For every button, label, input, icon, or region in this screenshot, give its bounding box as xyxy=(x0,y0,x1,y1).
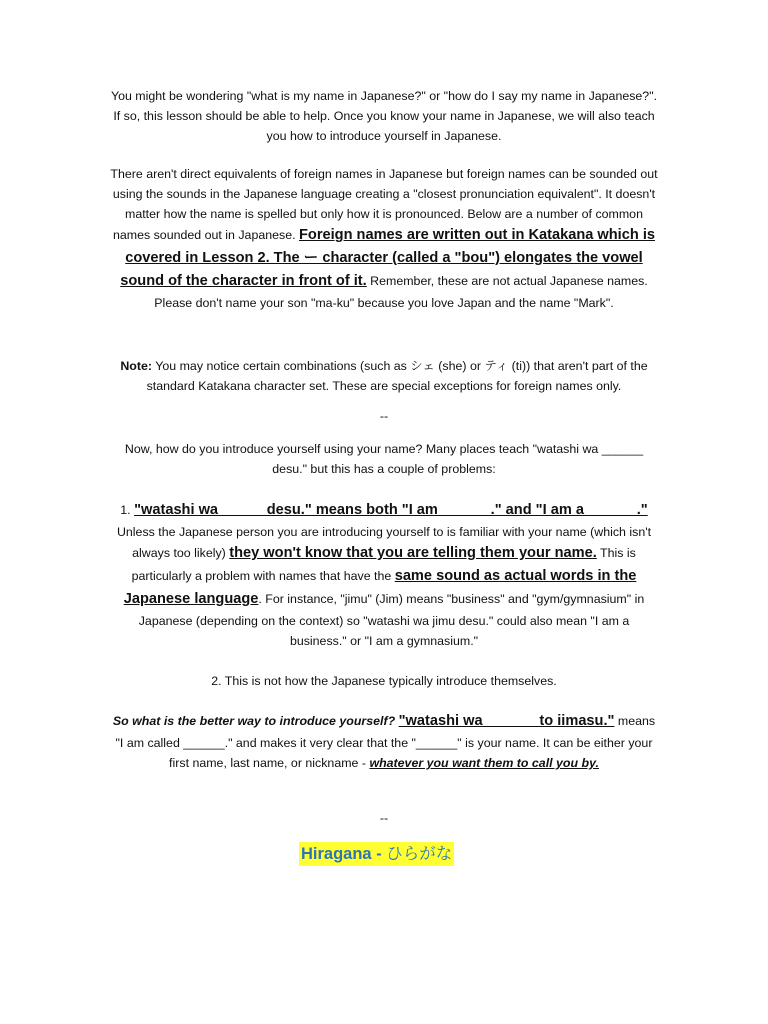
better-way-phrase: "watashi wa ______ to iimasu." xyxy=(398,713,615,729)
point-1-headline: "watashi wa _____ desu." means both "I am ______." and "I am a ______." xyxy=(134,502,648,518)
point-1-text-1: Unless the Japanese person you are introducing yourself to is familiar with your name (which isn't always too likely) xyxy=(116,525,652,560)
names-paragraph-text: There aren't direct equivalents of foreign names in Japanese but foreign names can be sounded out using the sounds in the Japanese language creating a "closest pronunciation equivalent". It doesn't matter how the name is spelled but only how it is pronounced. Below are a number of common names sounded out in Japanese. xyxy=(110,167,658,242)
katakana-emphasis: Foreign names are written out in Katakana which is covered in Lesson 2. The ー character (called a "bou") elongates the vowel sound of the character in front of it. xyxy=(120,227,655,289)
names-paragraph xyxy=(110,164,658,313)
point-1-emphasis-2: same sound as actual words in the Japanese language xyxy=(123,568,637,607)
better-way-emphasis: whatever you want them to call you by. xyxy=(369,756,599,770)
better-way-question: So what is the better way to introduce yourself? xyxy=(112,714,396,728)
point-2-paragraph: 2. This is not how the Japanese typically introduce themselves. xyxy=(211,674,557,688)
hiragana-heading-kana: ひらがな xyxy=(386,845,453,863)
intro-problem-paragraph: Now, how do you introduce yourself using your name? Many places teach "watashi wa ______ desu." but this has a couple of problems: xyxy=(124,442,644,476)
note-paragraph xyxy=(110,356,658,396)
point-1-text-3: . For instance, "jimu" (Jim) means "business" and "gym/gymnasium" in Japanese (depending on the context) so "watashi wa jimu desu." could also mean "I am a business." or "I am a gymnasium." xyxy=(138,592,645,648)
better-way-paragraph xyxy=(110,710,658,773)
hiragana-heading-label: Hiragana - xyxy=(301,845,387,863)
hiragana-heading xyxy=(299,842,454,866)
point-1-text-2: This is particularly a problem with names that have the xyxy=(131,546,636,583)
note-label: Note: xyxy=(120,359,153,373)
names-paragraph-tail: Remember, these are not actual Japanese names. Please don't name your son "ma-ku" because you love Japan and the name "Mark". xyxy=(154,274,648,310)
note-text: You may notice certain combinations (such as シェ (she) or ティ (ti)) that aren't part of the standard Katakana character set. These are special exceptions for foreign names only. xyxy=(146,359,648,393)
point-1-number: 1. xyxy=(120,503,131,517)
point-1-paragraph xyxy=(110,499,658,651)
separator-2: -- xyxy=(379,811,389,825)
better-way-text: means "I am called ______." and makes it very clear that the "______" is your name. It can be either your first name, last name, or nickname - xyxy=(115,714,656,770)
intro-paragraph: You might be wondering "what is my name in Japanese?" or "how do I say my name in Japanese?". If so, this lesson should be able to help. Once you know your name in Japanese, we will also teach you how to introduce yourself in Japanese. xyxy=(110,89,658,143)
point-1-emphasis-1: they won't know that you are telling them your name. xyxy=(229,545,597,561)
separator-1: -- xyxy=(379,409,389,423)
